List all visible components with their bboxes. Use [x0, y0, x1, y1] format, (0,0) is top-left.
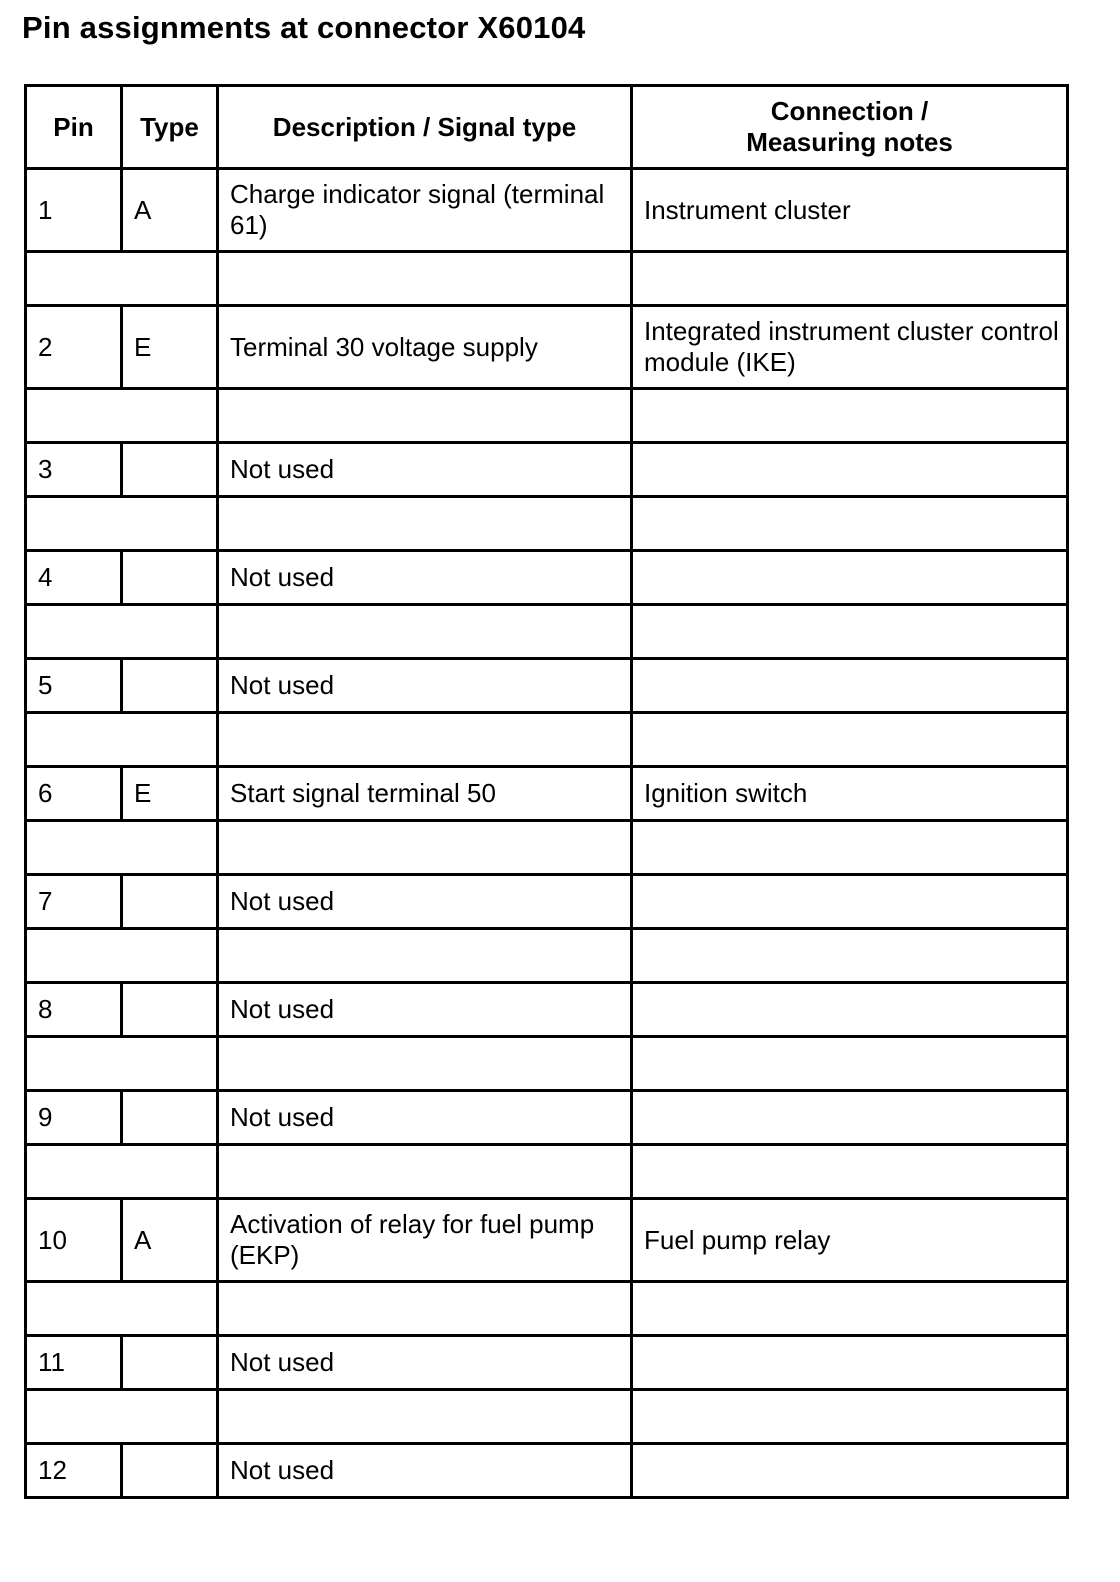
- description-cell: Charge indicator signal (terminal 61): [218, 169, 632, 252]
- table-row: [26, 1444, 1068, 1498]
- type-cell: A: [122, 169, 218, 252]
- description-cell: Not used: [218, 875, 632, 929]
- table-row: [26, 443, 1068, 497]
- pin-cell: 5: [26, 659, 122, 713]
- pin-cell: 1: [26, 169, 122, 252]
- pin-cell: 11: [26, 1336, 122, 1390]
- spacer-row: [26, 1390, 1068, 1444]
- header-pin: Pin: [26, 86, 122, 169]
- description-cell: Activation of relay for fuel pump (EKP): [218, 1199, 632, 1282]
- connection-cell: [632, 983, 1068, 1037]
- spacer-row: [26, 1282, 1068, 1336]
- pin-assignment-table: [24, 84, 1069, 1499]
- table-row: [26, 983, 1068, 1037]
- spacer-row: [26, 713, 1068, 767]
- pin-cell: 8: [26, 983, 122, 1037]
- spacer-row: [26, 1037, 1068, 1091]
- description-cell: Not used: [218, 1444, 632, 1498]
- header-description: Description / Signal type: [218, 86, 632, 169]
- spacer-row: [26, 929, 1068, 983]
- spacer-row: [26, 252, 1068, 306]
- spacer-row: [26, 389, 1068, 443]
- description-cell: Not used: [218, 659, 632, 713]
- connection-cell: Fuel pump relay: [632, 1199, 1068, 1282]
- type-cell: [122, 1336, 218, 1390]
- table-row: [26, 767, 1068, 821]
- description-cell: Not used: [218, 443, 632, 497]
- connection-cell: [632, 443, 1068, 497]
- pin-cell: 3: [26, 443, 122, 497]
- connection-cell: Ignition switch: [632, 767, 1068, 821]
- pin-cell: 6: [26, 767, 122, 821]
- table-row: [26, 1336, 1068, 1390]
- table-row: [26, 551, 1068, 605]
- page-title: Pin assignments at connector X60104: [22, 10, 586, 45]
- table-row: [26, 306, 1068, 389]
- connection-cell: Instrument cluster: [632, 169, 1068, 252]
- header-type: Type: [122, 86, 218, 169]
- spacer-row: [26, 1145, 1068, 1199]
- spacer-row: [26, 497, 1068, 551]
- type-cell: A: [122, 1199, 218, 1282]
- description-cell: Not used: [218, 983, 632, 1037]
- type-cell: [122, 659, 218, 713]
- type-cell: [122, 875, 218, 929]
- connection-cell: [632, 875, 1068, 929]
- description-cell: Start signal terminal 50: [218, 767, 632, 821]
- table-row: [26, 659, 1068, 713]
- description-cell: Not used: [218, 551, 632, 605]
- connection-cell: [632, 1336, 1068, 1390]
- connection-cell: [632, 551, 1068, 605]
- pin-cell: 12: [26, 1444, 122, 1498]
- table-row: [26, 875, 1068, 929]
- description-cell: Terminal 30 voltage supply: [218, 306, 632, 389]
- pin-cell: 7: [26, 875, 122, 929]
- type-cell: [122, 983, 218, 1037]
- header-connection: [632, 86, 1068, 169]
- connection-cell: [632, 1444, 1068, 1498]
- header-row: [26, 86, 1068, 169]
- spacer-row: [26, 605, 1068, 659]
- connection-cell: Integrated instrument cluster control module (IKE): [632, 306, 1068, 389]
- pin-cell: 10: [26, 1199, 122, 1282]
- type-cell: [122, 1091, 218, 1145]
- description-cell: Not used: [218, 1091, 632, 1145]
- type-cell: [122, 443, 218, 497]
- header-connection-line1: Connection /: [770, 96, 929, 126]
- type-cell: [122, 551, 218, 605]
- header-connection-line2: Measuring notes: [746, 127, 953, 157]
- spacer-row: [26, 821, 1068, 875]
- pin-cell: 9: [26, 1091, 122, 1145]
- table-row: [26, 1091, 1068, 1145]
- pin-cell: 4: [26, 551, 122, 605]
- description-cell: Not used: [218, 1336, 632, 1390]
- pin-cell: 2: [26, 306, 122, 389]
- connection-cell: [632, 659, 1068, 713]
- type-cell: [122, 1444, 218, 1498]
- table-row: [26, 169, 1068, 252]
- connection-cell: [632, 1091, 1068, 1145]
- type-cell: E: [122, 306, 218, 389]
- table-row: [26, 1199, 1068, 1282]
- type-cell: E: [122, 767, 218, 821]
